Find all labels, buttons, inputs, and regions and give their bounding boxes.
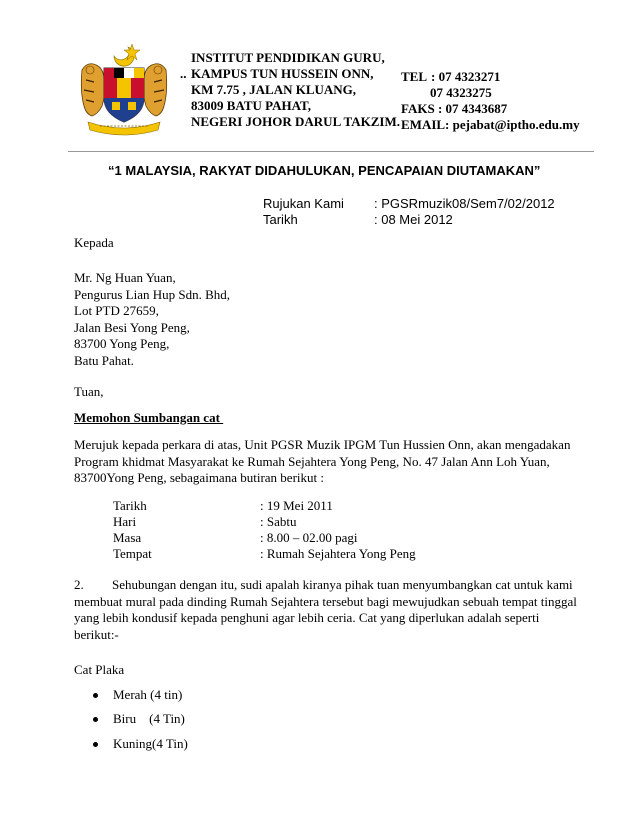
crest-logo [74,40,174,140]
dots-prefix: .. [180,66,187,81]
salutation: Tuan, [74,384,104,399]
institute-line: NEGERI JOHOR DARUL TAKZIM. [191,114,400,129]
address-line: Jalan Besi Yong Peng, [74,319,190,335]
detail-row [113,498,453,514]
list-item [113,687,182,703]
paragraph-2-number: 2. [74,577,84,592]
paint-list-title: Cat Plaka [74,662,125,677]
detail-label: Tempat [113,546,152,561]
paragraph-line: berikut:- [74,626,119,642]
institute-line: 83009 BATU PAHAT, [191,98,312,113]
detail-label: Tarikh [113,498,147,513]
list-item [113,736,188,752]
list-item-label: Merah (4 tin) [113,687,183,702]
subject-line: Memohon Sumbangan cat [74,410,224,425]
address-line: 83700 Yong Peng, [74,336,170,351]
list-item-label: Biru (4 Tin) [113,711,185,726]
tel-number-2: 07 4323275 [430,85,492,100]
fax-number: FAKS : 07 4343687 [401,101,508,116]
recipient-heading: Kepada [74,235,114,250]
reference-label: Rujukan Kami [263,196,344,211]
tel-number-1: : 07 4323271 [431,69,501,84]
detail-value: : 8.00 – 02.00 pagi [260,530,358,545]
bullet-icon [93,742,98,747]
detail-value: : 19 Mei 2011 [260,498,333,513]
detail-row [113,514,453,530]
list-item-label: Kuning(4 Tin) [113,736,188,751]
bullet-icon [93,693,98,698]
malaysia-coat-of-arms-icon [74,40,174,140]
slogan: “1 MALAYSIA, RAKYAT DIDAHULUKAN, PENCAPAIAN DIUTAMAKAN” [108,163,541,178]
detail-row [113,546,453,562]
paragraph-line: Sehubungan dengan itu, sudi apalah kiranya pihak tuan menyumbangkan cat untuk kami [112,577,573,592]
paragraph-line: membuat mural pada dinding Rumah Sejahtera tersebut bagi mewujudkan sebuah tempat tinggal [74,593,577,609]
address-line: Batu Pahat. [74,352,134,368]
paragraph-line: Merujuk kepada perkara di atas, Unit PGSR Muzik IPGM Tun Hussien Onn, akan mengadakan [74,437,571,452]
paragraph-line: 83700Yong Peng, sebagaimana butiran berikut : [74,470,324,485]
paragraph-1 [74,437,570,487]
institute-line: INSTITUT PENDIDIKAN GURU, [191,50,385,65]
detail-value: : Rumah Sejahtera Yong Peng [260,546,416,561]
address-line: Mr. Ng Huan Yuan, [74,270,176,285]
address-line: Lot PTD 27659, [74,303,159,318]
address-line: Pengurus Lian Hup Sdn. Bhd, [74,286,230,302]
letterhead-divider [68,151,594,152]
institute-line: KM 7.75 , JALAN KLUANG, [191,82,357,97]
paragraph-line: Program khidmat Masyarakat ke Rumah Sejahtera Yong Peng, No. 47 Jalan Ann Loh Yuan, [74,453,550,469]
institute-address [191,50,400,130]
date-label: Tarikh [263,212,298,227]
bullet-icon [93,717,98,722]
paragraph-line: yang lebih kondusif kepada penghuni agar lebih ceria. Cat yang diperlukan adalah seperti [74,610,540,625]
contact-block [401,69,631,133]
date-value: : 08 Mei 2012 [374,212,453,227]
event-details [113,498,453,566]
detail-label: Masa [113,530,142,545]
recipient-address [74,270,230,369]
reference-block [263,196,593,230]
email-address: EMAIL: pejabat@iptho.edu.my [401,117,580,132]
detail-row [113,530,453,546]
detail-label: Hari [113,514,137,529]
list-item [113,711,185,727]
detail-value: : Sabtu [260,514,297,529]
tel-label: TEL [401,69,428,84]
paragraph-2 [74,577,577,643]
institute-line: KAMPUS TUN HUSSEIN ONN, [191,66,374,81]
reference-value: : PGSRmuzik08/Sem7/02/2012 [374,196,555,211]
